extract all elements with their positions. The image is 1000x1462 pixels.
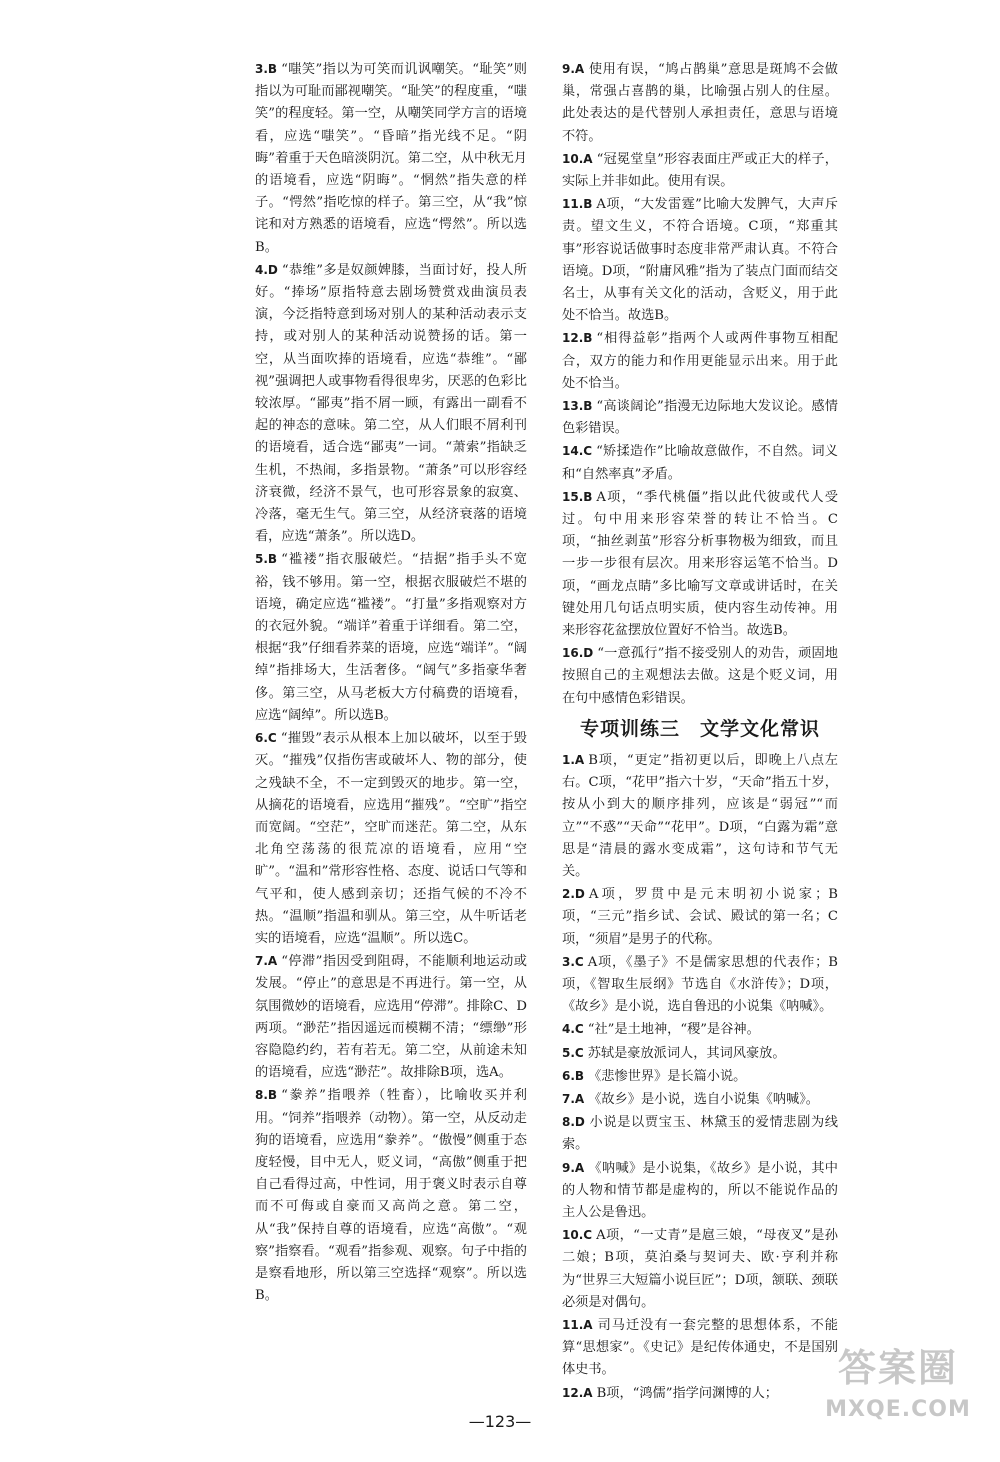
answer-letter: A xyxy=(583,151,593,166)
answer-item xyxy=(255,259,527,549)
question-number: 15. xyxy=(562,489,584,504)
answer-item xyxy=(255,548,527,727)
explanation-text: B项，“更定”指初更以后，即晚上八点左右。C项，“花甲”指六十岁，“天命”指五十岁，按从小到大的顺序排列，应该是“弱冠”“而立”“不惑”“天命”“花甲”。D项，“白露为霜”意思是“清晨的露水变成霜”，这句诗和节气无关。 xyxy=(562,752,838,879)
answer-letter: A xyxy=(574,1091,585,1106)
explanation-text: 苏轼是豪放派词人，其词风豪放。 xyxy=(587,1045,786,1061)
answer-item xyxy=(562,1065,838,1088)
answer-letter: A xyxy=(574,752,585,767)
explanation-text: “恭维”多是奴颜婢膝，当面讨好，投人所好。“捧场”原指特意去剧场赞赏戏曲演员表演，今泛指特意到场对别人的某种活动表示支持，或对别人的某种活动说赞扬的话。第一空，从当面吹捧的语境看，应选“恭维”。“鄙视”强调把人或事物看得很卑劣，厌恶的色彩比较浓厚。“鄙夷”指不屑一顾，有露出一副看不起的神态的意味。第二空，从人们眼不屑利刊的语境看，适合选“鄙夷”一词。“萧索”指缺乏生机，不热闹，多指景物。“萧条”可以形容经济衰微，经济不景气，也可形容景象的寂寞、冷落，毫无生气。第三空，从经济衰落的语境看，应选“萧条”。所以选D。 xyxy=(255,262,527,545)
question-number: 11. xyxy=(562,1317,584,1332)
explanation-text: A项，“季代桃僵”指以此代彼或代人受过。句中用来形容荣誉的转让不恰当。C项，“抽丝剥茧”形容分析事物极为细致，而且一步一步很有层次。用来形容运笔不恰当。D项，“画龙点睛”多比喻写文章或讲话时，在关键处用几句话点明实质，使内容生动传神。用来形容花盆摆放位置好不恰当。故选B。 xyxy=(562,489,838,639)
answer-letter: D xyxy=(574,1115,585,1130)
answer-item xyxy=(562,951,838,1019)
answer-item xyxy=(255,727,527,950)
answer-letter: B xyxy=(267,1088,278,1103)
explanation-text: “社”是土地神，“稷”是谷神。 xyxy=(587,1022,760,1038)
question-number: 4. xyxy=(255,262,268,277)
answer-item xyxy=(562,1018,838,1041)
answer-item xyxy=(255,1084,527,1307)
answer-letter: C xyxy=(583,1228,593,1243)
explanation-text: 司马迁没有一套完整的思想体系，不能算“思想家”。《史记》是纪传体通史，不是国别体史书。 xyxy=(562,1317,838,1378)
answer-letter: A xyxy=(583,1317,593,1332)
answer-item xyxy=(562,58,838,148)
answer-item xyxy=(562,1314,838,1382)
answer-letter: A xyxy=(267,954,278,969)
answer-letter: B xyxy=(583,399,593,414)
explanation-text: B项，“鸿儒”指学问渊博的人； xyxy=(596,1385,778,1401)
question-number: 10. xyxy=(562,151,584,166)
question-number: 5. xyxy=(255,552,268,567)
explanation-text: “冠冕堂皇”形容表面庄严或正大的样子，实际上并非如此。使用有误。 xyxy=(562,151,838,190)
left-column xyxy=(255,58,527,1307)
answer-item xyxy=(562,642,838,710)
watermark-url: MXQE.COM xyxy=(825,1397,971,1422)
question-number: 5. xyxy=(562,1045,575,1060)
question-number: 12. xyxy=(562,1385,584,1400)
answer-letter: C xyxy=(574,954,584,969)
question-number: 8. xyxy=(562,1115,575,1130)
explanation-text: “相得益彰”指两个人或两件事物互相配合，双方的能力和作用更能显示出来。用于此处不恰当。 xyxy=(562,331,838,391)
question-number: 3. xyxy=(562,954,575,969)
explanation-text: “豢养”指喂养（牲畜），比喻收买并利用。“饲养”指喂养（动物）。第一空，从反动走狗的语境看，应选用“豢养”。“傲慢”侧重于态度轻慢，目中无人，贬义词，“高傲”侧重于把自己看得过高，中性词，用于褒义时表示自尊而不可侮或自豪而又高尚之意。第二空，从“我”保持自尊的语境看，应选“高傲”。“观察”指察看。“观看”指参观、观察。句子中指的是察看地形，所以第三空选择“观察”。所以选B。 xyxy=(255,1088,527,1304)
answer-letter: B xyxy=(583,331,593,346)
answer-item xyxy=(562,1042,838,1065)
question-number: 6. xyxy=(255,731,268,746)
answer-letter: B xyxy=(574,1068,585,1083)
answer-item xyxy=(562,883,838,951)
explanation-text: 《呐喊》是小说集，《故乡》是小说，其中的人物和情节都是虚构的，所以不能说作品的主人公是鲁迅。 xyxy=(562,1160,838,1220)
answer-letter: B xyxy=(583,197,593,212)
answer-letter: D xyxy=(267,262,278,277)
page-number: —123— xyxy=(468,1412,532,1431)
answer-letter: B xyxy=(583,489,593,504)
answer-list-vocabulary xyxy=(562,58,838,710)
answer-letter: C xyxy=(267,731,277,746)
answer-item xyxy=(562,148,838,193)
explanation-text: 《故乡》是小说，选自小说集《呐喊》。 xyxy=(588,1091,819,1107)
question-number: 6. xyxy=(562,1068,575,1083)
question-number: 1. xyxy=(562,752,575,767)
answer-letter: C xyxy=(574,1045,584,1060)
answer-letter: D xyxy=(583,646,594,661)
right-column xyxy=(562,58,838,1405)
explanation-text: 《悲惨世界》是长篇小说。 xyxy=(588,1068,747,1084)
explanation-text: “一意孤行”指不接受别人的劝告，顽固地按照自己的主观想法去做。这是个贬义词，用在句中感情色彩错误。 xyxy=(562,646,838,706)
answer-letter: A xyxy=(574,62,585,76)
answer-list-literature xyxy=(562,749,838,1405)
answer-letter: A xyxy=(574,1160,585,1175)
explanation-text: “褴褛”指衣服破烂。“拮据”指手头不宽裕，钱不够用。第一空，根据衣服破烂不堪的语境，确定应选“褴褛”。“打量”多指观察对方的衣冠外貌。“端详”着重于详细看。第二空，根据“我”仔细看荞菜的语境，应选“端详”。“阔绰”指排场大，生活奢侈。“阔气”多指豪华奢侈。第三空，从马老板大方付稿费的语境看，应选“阔绰”。所以选B。 xyxy=(255,552,527,723)
answer-item xyxy=(562,1111,838,1156)
answer-letter: B xyxy=(267,552,278,567)
explanation-text: 小说是以贾宝玉、林黛玉的爱情悲剧为线索。 xyxy=(562,1115,838,1153)
watermark-text: 答案圈 xyxy=(837,1346,958,1390)
answer-letter: D xyxy=(574,887,585,902)
answer-item xyxy=(562,1382,838,1405)
explanation-text: A项，“大发雷霆”比喻大发脾气，大声斥责。望文生义，不符合语境。C项，“郑重其事”形容说话做事时态度非常严肃认真。不符合语境。D项，“附庸风雅”指为了装点门面而结交名士，从事有关文化的活动，含贬义，用于此处不恰当。故选B。 xyxy=(562,197,838,324)
question-number: 11. xyxy=(562,197,584,212)
answer-item xyxy=(562,1088,838,1111)
question-number: 13. xyxy=(562,399,584,414)
answer-item xyxy=(255,58,527,259)
answer-letter: C xyxy=(583,444,593,459)
answer-letter: B xyxy=(267,62,278,76)
question-number: 3. xyxy=(255,62,268,76)
question-number: 14. xyxy=(562,444,584,459)
answer-letter: C xyxy=(574,1022,584,1037)
explanation-text: 使用有误，“鸠占鹊巢”意思是斑鸠不会做巢，常强占喜鹊的巢，比喻强占别人的住屋。此处表达的是代替别人承担责任，意思与语境不符。 xyxy=(562,62,838,144)
question-number: 10. xyxy=(562,1228,584,1243)
question-number: 16. xyxy=(562,646,584,661)
question-number: 4. xyxy=(562,1022,575,1037)
explanation-text: “停滞”指因受到阻碍，不能顺利地运动或发展。“停止”的意思是不再进行。第一空，从氛围微妙的语境看，应选用“停滞”。排除C、D两项。“渺茫”指因遥远而模糊不清；“缥缈”形容隐隐约约，若有若无。第二空，从前途未知的语境看，应选“渺茫”。故排除B项，选A。 xyxy=(255,954,527,1081)
question-number: 2. xyxy=(562,887,575,902)
question-number: 7. xyxy=(562,1091,575,1106)
answer-item xyxy=(562,395,838,440)
question-number: 9. xyxy=(562,1160,575,1175)
question-number: 8. xyxy=(255,1088,268,1103)
explanation-text: “嗤笑”指以为可笑而讥讽嘲笑。“耻笑”则指以为可耻而鄙视嘲笑。“耻笑”的程度重，“嗤笑”的程度轻。第一空，从嘲笑同学方言的语境看，应选“嗤笑”。“昏暗”指光线不足。“阴晦”着重于天色暗淡阴沉。第二空，从中秋无月的语境看，应选“阴晦”。“惘然”指失意的样子。“愕然”指吃惊的样子。第三空，从“我”惊诧和对方熟悉的语境看，应选“愕然”。所以选B。 xyxy=(255,62,527,255)
section-title: 专项训练三 文学文化常识 xyxy=(579,717,820,740)
answer-item xyxy=(562,440,838,485)
question-number: 7. xyxy=(255,954,268,969)
answer-item xyxy=(562,486,838,642)
answer-item xyxy=(562,327,838,395)
explanation-text: A项，“一丈青”是扈三娘，“母夜叉”是孙二娘；B项，莫泊桑与契诃夫、欧·亨利并称为“世界三大短篇小说巨匠”；D项，颔联、颈联必须是对偶句。 xyxy=(562,1228,838,1310)
watermark-logo xyxy=(818,1340,978,1450)
answer-item xyxy=(562,1224,838,1314)
answer-letter: A xyxy=(583,1385,593,1400)
answer-item xyxy=(562,749,838,883)
answer-item xyxy=(562,1157,838,1225)
question-number: 9. xyxy=(562,62,575,76)
question-number: 12. xyxy=(562,331,584,346)
answer-item xyxy=(562,193,838,327)
explanation-text: “高谈阔论”指漫无边际地大发议论。感情色彩错误。 xyxy=(562,399,838,437)
explanation-text: “摧毁”表示从根本上加以破坏，以至于毁灭。“摧残”仅指伤害或破坏人、物的部分，使之残缺不全，不一定到毁灭的地步。第一空，从摘花的语境看，应选用“摧残”。“空旷”指空而宽阔。“空茫”，空旷而迷茫。第二空，从东北角空荡荡的很荒凉的语境看，应用“空旷”。“温和”常形容性格、态度、说话口气等和气平和，使人感到亲切；还指气候的不冷不热。“温顺”指温和驯从。第三空，从牛听话老实的语境看，应选“温顺”。所以选C。 xyxy=(255,731,527,946)
explanation-text: A项，《墨子》不是儒家思想的代表作；B项，《智取生辰纲》节选自《水浒传》；D项，《故乡》是小说，选自鲁迅的小说集《呐喊》。 xyxy=(562,954,838,1015)
answer-item xyxy=(255,950,527,1084)
explanation-text: “矫揉造作”比喻故意做作，不自然。词义和“自然率真”矛盾。 xyxy=(562,444,838,482)
explanation-text: A项，罗贯中是元末明初小说家；B项，“三元”指乡试、会试、殿试的第一名；C项，“须眉”是男子的代称。 xyxy=(562,887,838,947)
